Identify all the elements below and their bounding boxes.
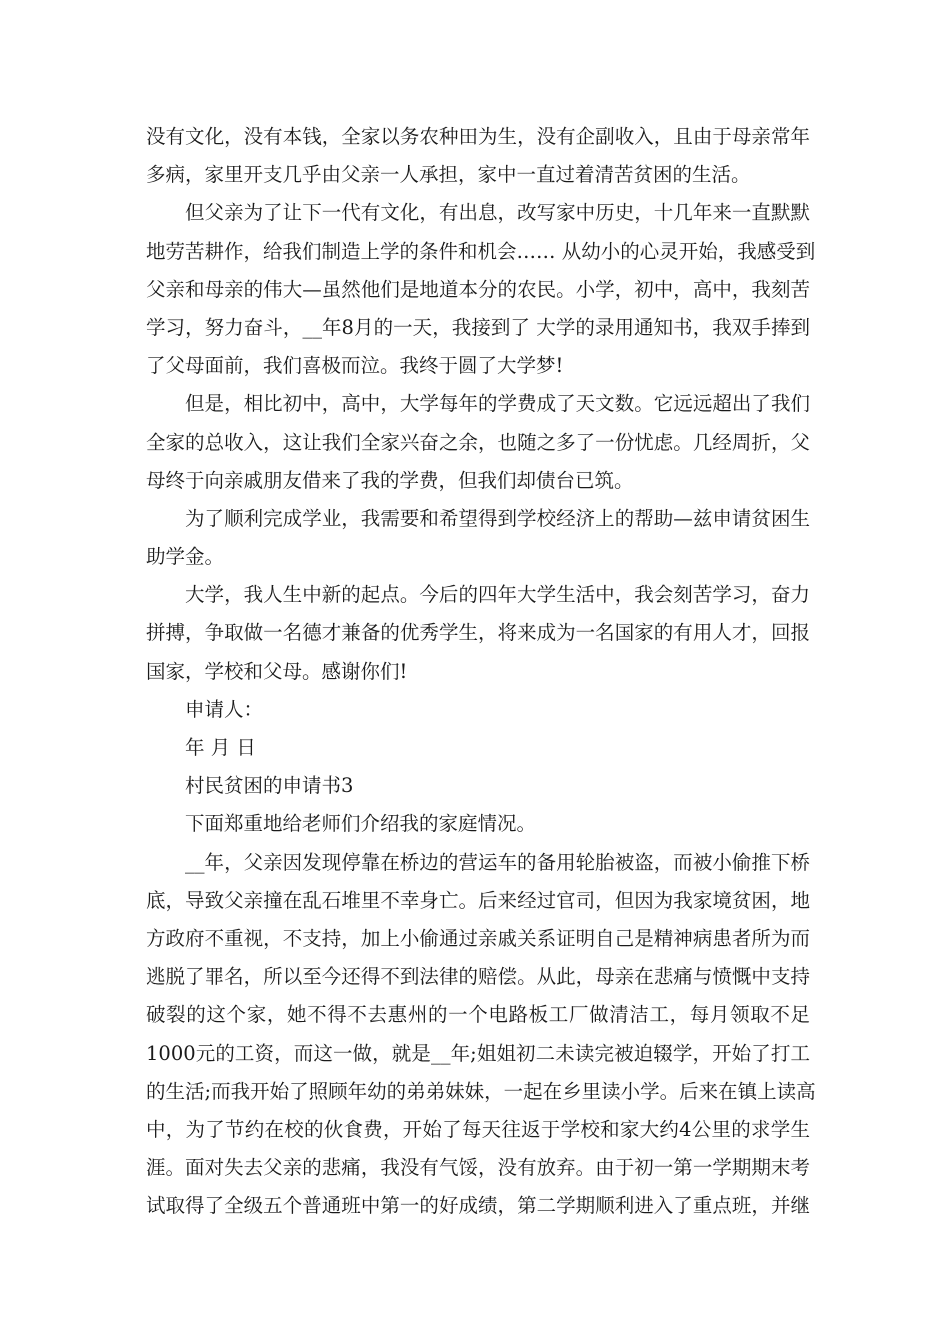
text-line: 多病，家里开支几乎由父亲一人承担，家中一直过着清苦贫困的生活。 bbox=[146, 163, 751, 187]
text-line: 涯。面对失去父亲的悲痛，我没有气馁，没有放弃。由于初一第一学期期末考 bbox=[146, 1156, 810, 1180]
text-line: 没有文化，没有本钱，全家以务农种田为生，没有企副收入，且由于母亲常年 bbox=[146, 125, 810, 148]
text-line: 地劳苦耕作，给我们制造上学的条件和机会…… 从幼小的心灵开始，我感受到 bbox=[146, 239, 816, 263]
text-line: 底，导致父亲撞在乱石堆里不幸身亡。后来经过官司，但因为我家境贫困，地 bbox=[146, 888, 810, 912]
text-line: 父亲和母亲的伟大—虽然他们是地道本分的农民。小学，初中，高中，我刻苦 bbox=[146, 277, 810, 301]
text-line: 学习，努力奋斗，__年8月的一天，我接到了 大学的录用通知书，我双手捧到 bbox=[146, 315, 810, 339]
section-title: 村民贫困的申请书3 bbox=[185, 774, 354, 798]
text-line: 了父母面前，我们喜极而泣。我终于圆了大学梦! bbox=[146, 354, 564, 378]
text-line: 助学金。 bbox=[146, 545, 225, 569]
text-line: 母终于向亲戚朋友借来了我的学费，但我们却债台已筑。 bbox=[146, 468, 634, 492]
text-line: 逃脱了罪名，所以至今还得不到法律的赔偿。从此，母亲在悲痛与愤慨中支持 bbox=[146, 965, 810, 989]
text-line: 方政府不重视，不支持，加上小偷通过亲戚关系证明自己是精神病患者所为而 bbox=[146, 926, 810, 950]
paragraph-first-line: 下面郑重地给老师们介绍我的家庭情况。 bbox=[185, 812, 537, 836]
text-line: 试取得了全级五个普通班中第一的好成绩，第二学期顺利进入了重点班，并继 bbox=[146, 1194, 810, 1218]
text-line: 拼搏，争取做一名德才兼备的优秀学生，将来成为一名国家的有用人才，回报 bbox=[146, 621, 810, 645]
paragraph-first-line: 但是，相比初中，高中，大学每年的学费成了天文数。它远远超出了我们 bbox=[185, 392, 810, 416]
text-line: 破裂的这个家，她不得不去惠州的一个电路板工厂做清洁工，每月领取不足 bbox=[146, 1003, 810, 1027]
text-line: 中，为了节约在校的伙食费，开始了每天往返于学校和家大约4公里的求学生 bbox=[146, 1117, 810, 1141]
document-body bbox=[146, 118, 816, 1225]
paragraph-first-line: __年，父亲因发现停靠在桥边的营运车的备用轮胎被盗，而被小偷推下桥 bbox=[185, 850, 810, 874]
text-line: 国家，学校和父母。感谢你们! bbox=[146, 659, 408, 683]
text-line: 1000元的工资，而这一做，就是__年;姐姐初二未读完被迫辍学，开始了打工 bbox=[146, 1041, 810, 1065]
date-line: 年 月 日 bbox=[185, 736, 256, 759]
text-line: 的生活;而我开始了照顾年幼的弟弟妹妹，一起在乡里读小学。后来在镇上读高 bbox=[146, 1079, 816, 1103]
applicant-label: 申请人： bbox=[185, 697, 264, 721]
paragraph-first-line: 但父亲为了让下一代有文化，有出息，改写家中历史，十几年来一直默默 bbox=[185, 201, 810, 225]
paragraph-first-line: 大学，我人生中新的起点。今后的四年大学生活中，我会刻苦学习，奋力 bbox=[185, 583, 810, 607]
paragraph-first-line: 为了顺利完成学业，我需要和希望得到学校经济上的帮助—兹申请贫困生 bbox=[185, 506, 810, 530]
text-line: 全家的总收入，这让我们全家兴奋之余，也随之多了一份忧虑。几经周折，父 bbox=[146, 430, 810, 454]
